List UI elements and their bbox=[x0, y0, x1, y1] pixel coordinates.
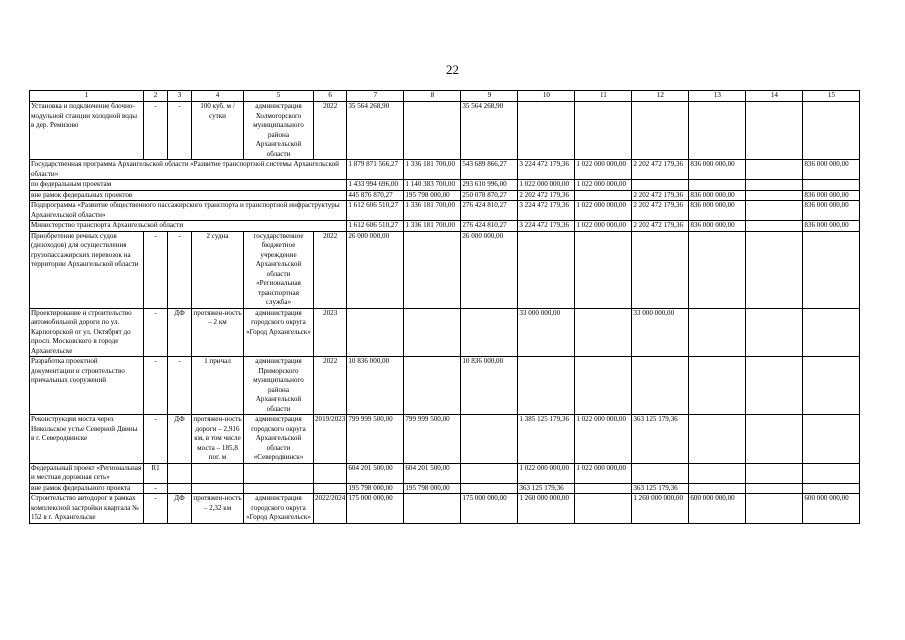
amount-cell bbox=[575, 102, 632, 160]
table-row bbox=[30, 231, 860, 308]
capacity-cell bbox=[192, 463, 244, 483]
year-cell: 2019/2023 bbox=[314, 415, 347, 464]
summary-row bbox=[30, 190, 860, 201]
code-cell: - bbox=[144, 231, 168, 308]
item-name: Реконструкция моста через Никольское устье Северной Двины в г. Северодвинске bbox=[30, 415, 144, 464]
amount-cell: 35 564 268,90 bbox=[461, 102, 518, 160]
amount-cell: 33 000 000,00 bbox=[518, 308, 575, 357]
amount-cell: 35 564 268,90 bbox=[347, 102, 404, 160]
amount-cell: 836 000 000,00 bbox=[803, 160, 860, 180]
item-name: Федеральный проект «Региональная и местная дорожная сеть» bbox=[30, 463, 144, 483]
amount-cell: 195 798 000,00 bbox=[404, 483, 461, 494]
table-row bbox=[30, 308, 860, 357]
column-number-row bbox=[30, 91, 860, 102]
amount-cell bbox=[404, 102, 461, 160]
amount-cell bbox=[803, 231, 860, 308]
funding-source: - bbox=[168, 357, 192, 415]
amount-cell bbox=[803, 308, 860, 357]
amount-cell: 2 202 472 179,36 bbox=[518, 190, 575, 201]
funding-source bbox=[168, 483, 192, 494]
amount-cell bbox=[803, 180, 860, 191]
column-number-6: 6 bbox=[314, 91, 347, 102]
item-name: Строительство автодорог в рамках комплексной застройки квартала № 152 в г. Архангельске bbox=[30, 494, 144, 524]
amount-cell bbox=[632, 231, 689, 308]
amount-cell: 10 836 000,00 bbox=[347, 357, 404, 415]
amount-cell: 1 022 000 000,00 bbox=[518, 463, 575, 483]
amount-cell: 250 078 870,27 bbox=[461, 190, 518, 201]
amount-cell: 2 202 472 179,36 bbox=[632, 190, 689, 201]
page-bottom-margin bbox=[0, 588, 905, 640]
amount-cell: 293 610 996,00 bbox=[461, 180, 518, 191]
item-name: вне рамок федерального проекта bbox=[30, 483, 144, 494]
amount-cell bbox=[689, 231, 746, 308]
amount-cell: 195 798 000,00 bbox=[347, 483, 404, 494]
amount-cell bbox=[404, 494, 461, 524]
amount-cell bbox=[746, 102, 803, 160]
responsible-org: администрация городского округа «Город Архангельск» bbox=[244, 308, 314, 357]
summary-label: Подпрограмма «Развитие общественного пассажирского транспорта и транспортной инфраструктуры Архангельской области» bbox=[30, 201, 347, 221]
table-row bbox=[30, 102, 860, 160]
amount-cell: 1 022 000 000,00 bbox=[575, 415, 632, 464]
summary-row bbox=[30, 160, 860, 180]
amount-cell: 799 999 500,00 bbox=[347, 415, 404, 464]
code-cell: - bbox=[144, 308, 168, 357]
amount-cell: 10 836 000,00 bbox=[461, 357, 518, 415]
column-number-7: 7 bbox=[347, 91, 404, 102]
amount-cell: 836 000 000,00 bbox=[803, 190, 860, 201]
amount-cell: 175 000 000,00 bbox=[461, 494, 518, 524]
summary-label: по федеральным проектам bbox=[30, 180, 347, 191]
page-number: 22 bbox=[446, 62, 459, 77]
amount-cell bbox=[632, 463, 689, 483]
capacity-cell: протяжен-ность дороги – 2,916 км, в том числе моста – 185,8 пог. м bbox=[193, 415, 242, 461]
amount-cell bbox=[404, 231, 461, 308]
amount-cell: 836 000 000,00 bbox=[803, 201, 860, 221]
amount-cell bbox=[746, 494, 803, 524]
column-number-11: 11 bbox=[575, 91, 632, 102]
amount-cell bbox=[689, 415, 746, 464]
amount-cell: 836 000 000,00 bbox=[803, 221, 860, 232]
year-cell: 2022/2024 bbox=[314, 494, 347, 524]
amount-cell: 799 999 500,00 bbox=[404, 415, 461, 464]
amount-cell bbox=[461, 415, 518, 464]
column-number-12: 12 bbox=[632, 91, 689, 102]
amount-cell: 1 879 871 566,27 bbox=[347, 160, 404, 180]
table-row bbox=[30, 483, 860, 494]
column-number-8: 8 bbox=[404, 91, 461, 102]
column-number-1: 1 bbox=[30, 91, 144, 102]
amount-cell: 1 336 181 700,00 bbox=[404, 201, 461, 221]
amount-cell bbox=[575, 483, 632, 494]
responsible-org: администрация Приморского муниципального района Архангельской области bbox=[244, 357, 314, 415]
amount-cell bbox=[689, 102, 746, 160]
column-number-10: 10 bbox=[518, 91, 575, 102]
amount-cell: 1 022 000 000,00 bbox=[575, 463, 632, 483]
amount-cell: 836 000 000,00 bbox=[689, 190, 746, 201]
amount-cell: 1 260 000 000,00 bbox=[518, 494, 575, 524]
column-number-13: 13 bbox=[689, 91, 746, 102]
capacity-cell: 1 причал bbox=[192, 357, 244, 415]
amount-cell bbox=[575, 357, 632, 415]
summary-row bbox=[30, 201, 860, 221]
funding-source: - bbox=[168, 231, 192, 308]
table-row bbox=[30, 463, 860, 483]
code-cell: - bbox=[144, 102, 168, 160]
funding-source: ДФ bbox=[168, 494, 192, 524]
amount-cell: 600 000 000,00 bbox=[689, 494, 746, 524]
year-cell: 2022 bbox=[314, 357, 347, 415]
code-cell: R1 bbox=[144, 463, 168, 483]
amount-cell: 445 876 870,27 bbox=[347, 190, 404, 201]
amount-cell: 1 022 000 000,00 bbox=[575, 160, 632, 180]
amount-cell: 1 022 000 000,00 bbox=[518, 180, 575, 191]
amount-cell bbox=[746, 190, 803, 201]
amount-cell: 604 201 500,00 bbox=[347, 463, 404, 483]
code-cell: - bbox=[144, 357, 168, 415]
column-number-2: 2 bbox=[144, 91, 168, 102]
amount-cell: 2 202 472 179,36 bbox=[632, 160, 689, 180]
capacity-cell: протяжен-ность – 2,32 км bbox=[192, 494, 244, 524]
amount-cell bbox=[689, 463, 746, 483]
amount-cell bbox=[746, 180, 803, 191]
amount-cell: 175 000 000,00 bbox=[347, 494, 404, 524]
amount-cell: 276 424 810,27 bbox=[461, 201, 518, 221]
amount-cell: 1 022 000 000,00 bbox=[575, 201, 632, 221]
amount-cell bbox=[518, 357, 575, 415]
amount-cell bbox=[518, 231, 575, 308]
year-cell: 2023 bbox=[314, 308, 347, 357]
amount-cell bbox=[803, 463, 860, 483]
amount-cell bbox=[575, 231, 632, 308]
amount-cell: 33 000 000,00 bbox=[632, 308, 689, 357]
amount-cell: 836 000 000,00 bbox=[689, 201, 746, 221]
amount-cell bbox=[746, 308, 803, 357]
amount-cell bbox=[746, 415, 803, 464]
code-cell: - bbox=[144, 483, 168, 494]
amount-cell bbox=[461, 308, 518, 357]
code-cell: - bbox=[144, 494, 168, 524]
amount-cell: 3 224 472 179,36 bbox=[518, 221, 575, 232]
amount-cell: 1 140 383 700,00 bbox=[404, 180, 461, 191]
year-cell bbox=[314, 463, 347, 483]
amount-cell bbox=[746, 231, 803, 308]
amount-cell bbox=[746, 483, 803, 494]
item-name: Проектирование и строительство автомобильной дороги по ул. Карпогорской от ул. Октябрят до просп. Московского в городе Архангельске bbox=[30, 308, 144, 357]
amount-cell: 1 336 181 700,00 bbox=[404, 221, 461, 232]
budget-table bbox=[29, 90, 860, 524]
amount-cell bbox=[404, 357, 461, 415]
amount-cell: 1 433 994 696,00 bbox=[347, 180, 404, 191]
amount-cell: 195 798 000,00 bbox=[404, 190, 461, 201]
funding-source: ДФ bbox=[168, 308, 192, 357]
column-number-4: 4 bbox=[192, 91, 244, 102]
item-name: Разработка проектной документации и строительство причальных сооружений bbox=[30, 357, 144, 415]
amount-cell bbox=[575, 190, 632, 201]
column-number-14: 14 bbox=[746, 91, 803, 102]
item-name: Приобретение речных судов (дизоходов) для осуществления грузопассажирских перевозок на территории Архангельской области bbox=[30, 231, 144, 308]
amount-cell bbox=[575, 494, 632, 524]
amount-cell bbox=[746, 160, 803, 180]
amount-cell: 26 000 000,00 bbox=[347, 231, 404, 308]
amount-cell bbox=[689, 180, 746, 191]
column-number-9: 9 bbox=[461, 91, 518, 102]
amount-cell bbox=[746, 463, 803, 483]
amount-cell bbox=[803, 415, 860, 464]
year-cell: 2022 bbox=[314, 231, 347, 308]
table-row bbox=[30, 415, 860, 464]
column-number-15: 15 bbox=[803, 91, 860, 102]
funding-source: - bbox=[168, 102, 192, 160]
responsible-org: администрация городского округа Архангельской области «Северодвинск» bbox=[244, 415, 314, 464]
amount-cell: 363 125 179,36 bbox=[518, 483, 575, 494]
amount-cell bbox=[632, 102, 689, 160]
table-body bbox=[30, 91, 860, 524]
amount-cell bbox=[461, 463, 518, 483]
amount-cell: 1 260 000 000,00 bbox=[632, 494, 689, 524]
amount-cell bbox=[746, 201, 803, 221]
amount-cell: 26 000 000,00 bbox=[461, 231, 518, 308]
amount-cell: 1 612 606 510,27 bbox=[347, 221, 404, 232]
amount-cell bbox=[347, 308, 404, 357]
responsible-org: государственное бюджетное учреждение Архангельской области «Региональная транспортная служба» bbox=[244, 231, 314, 308]
amount-cell: 836 000 000,00 bbox=[689, 221, 746, 232]
capacity-cell: 2 судна bbox=[192, 231, 244, 308]
amount-cell bbox=[461, 483, 518, 494]
amount-cell bbox=[632, 357, 689, 415]
column-number-3: 3 bbox=[168, 91, 192, 102]
amount-cell: 1 022 000 000,00 bbox=[575, 221, 632, 232]
responsible-org: администрация Холмогорского муниципального района Архангельской области bbox=[244, 102, 314, 160]
summary-row bbox=[30, 221, 860, 232]
amount-cell: 3 224 472 179,36 bbox=[518, 160, 575, 180]
capacity-cell: протяжен-ность – 2 км bbox=[192, 308, 244, 357]
amount-cell bbox=[803, 102, 860, 160]
funding-source: ДФ bbox=[168, 415, 192, 464]
amount-cell bbox=[803, 483, 860, 494]
amount-cell bbox=[746, 357, 803, 415]
table-row bbox=[30, 494, 860, 524]
column-number-5: 5 bbox=[244, 91, 314, 102]
summary-row bbox=[30, 180, 860, 191]
amount-cell: 2 202 472 179,36 bbox=[632, 201, 689, 221]
amount-cell: 604 201 500,00 bbox=[404, 463, 461, 483]
amount-cell: 600 000 000,00 bbox=[803, 494, 860, 524]
amount-cell bbox=[632, 180, 689, 191]
year-cell: 2022 bbox=[314, 102, 347, 160]
amount-cell bbox=[803, 357, 860, 415]
table-row bbox=[30, 357, 860, 415]
code-cell: - bbox=[144, 415, 168, 464]
amount-cell bbox=[575, 308, 632, 357]
amount-cell: 2 202 472 179,36 bbox=[632, 221, 689, 232]
responsible-org: администрация городского округа «Город Архангельск» bbox=[244, 494, 314, 524]
funding-source bbox=[168, 463, 192, 483]
year-cell bbox=[314, 483, 347, 494]
capacity-cell: 100 куб. м /сутки bbox=[192, 102, 244, 160]
capacity-cell bbox=[192, 483, 244, 494]
responsible-org bbox=[244, 483, 314, 494]
amount-cell: 1 336 181 700,00 bbox=[404, 160, 461, 180]
amount-cell: 1 385 125 179,36 bbox=[518, 415, 575, 464]
amount-cell: 1 612 606 510,27 bbox=[347, 201, 404, 221]
amount-cell: 1 022 000 000,00 bbox=[575, 180, 632, 191]
amount-cell: 276 424 810,27 bbox=[461, 221, 518, 232]
item-name: Установка и подключение блочно-модульной станции холодной воды в дер. Ремизово bbox=[30, 102, 144, 160]
amount-cell: 363 125 179,36 bbox=[632, 415, 689, 464]
summary-label: Государственная программа Архангельской области «Развитие транспортной системы Архангельской области» bbox=[30, 160, 347, 180]
summary-label: вне рамок федеральных проектов bbox=[30, 190, 347, 201]
amount-cell: 363 125 179,36 bbox=[632, 483, 689, 494]
amount-cell bbox=[404, 308, 461, 357]
amount-cell bbox=[746, 221, 803, 232]
amount-cell bbox=[518, 102, 575, 160]
amount-cell: 836 000 000,00 bbox=[689, 160, 746, 180]
amount-cell bbox=[689, 357, 746, 415]
amount-cell bbox=[689, 308, 746, 357]
summary-label: Министерство транспорта Архангельской области bbox=[30, 221, 347, 232]
responsible-org bbox=[244, 463, 314, 483]
amount-cell: 543 689 866,27 bbox=[461, 160, 518, 180]
amount-cell: 3 224 472 179,36 bbox=[518, 201, 575, 221]
amount-cell bbox=[689, 483, 746, 494]
